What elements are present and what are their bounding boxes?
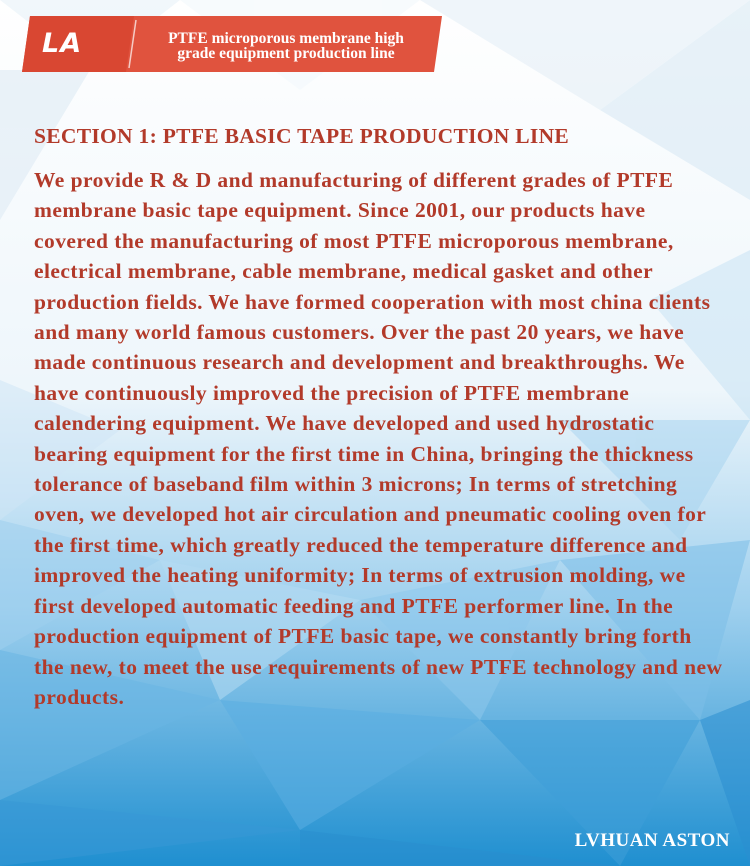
brand-logo: LA	[42, 28, 83, 59]
banner-title	[138, 31, 434, 61]
banner-title-line2: grade equipment production line	[177, 45, 395, 62]
section-body-text: We provide R & D and manufacturing of different grades of PTFE membrane basic tape equipment. Since 2001, our products have covered the manufacturing of most PTFE microporous membrane, electrical membrane, cable membrane, medical gasket and other production fields. We have formed cooperation with most china clients and many world famous customers. Over the past 20 years, we have made continuous research and development and breakthroughs. We have continuously improved the precision of PTFE membrane calendering equipment. We have developed and used hydrostatic bearing equipment for the first time in China, bringing the thickness tolerance of baseband film within 3 microns; In terms of stretching oven, we developed hot air circulation and pneumatic cooling oven for the first time, which greatly reduced the temperature difference and improved the heating uniformity; In terms of extrusion molding, we first developed automatic feeding and PTFE performer line. In the production equipment of PTFE basic tape, we constantly bring forth the new, to meet the use requirements of new PTFE technology and new products.	[34, 168, 723, 709]
footer-brand: LVHUAN ASTON	[574, 830, 730, 851]
banner-title-line1: PTFE microporous membrane high	[168, 30, 404, 47]
section-title: SECTION 1: PTFE BASIC TAPE PRODUCTION LINE	[34, 124, 570, 148]
